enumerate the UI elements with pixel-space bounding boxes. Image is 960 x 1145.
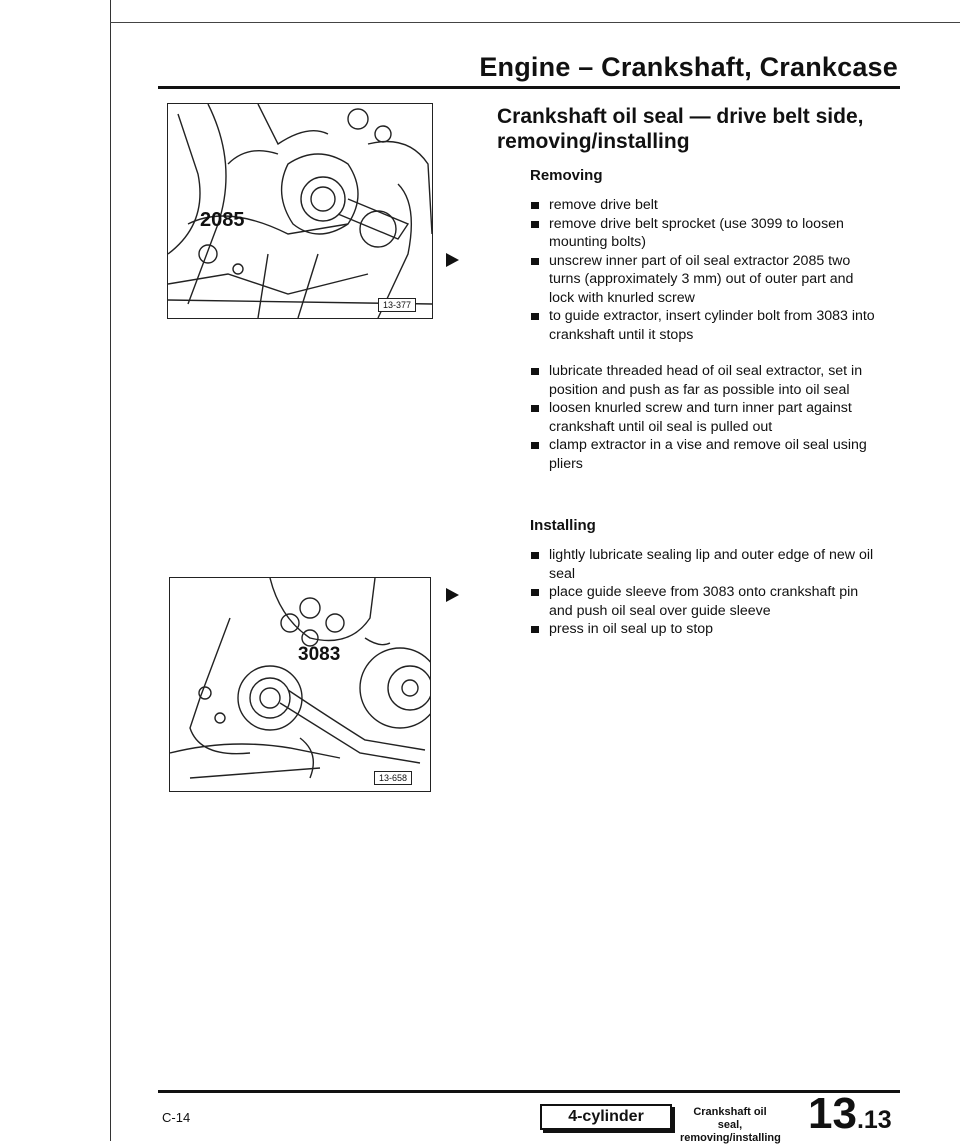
removing-heading: Removing xyxy=(530,167,603,184)
footer-description-line1: Crankshaft oil seal, xyxy=(693,1106,767,1131)
footer-description-line2: removing/installing xyxy=(680,1132,781,1144)
figure-illustration-guide-sleeve xyxy=(170,578,430,791)
page-title: Engine – Crankshaft, Crankcase xyxy=(479,52,898,82)
list-item: lightly lubricate sealing lip and outer edge of new oil seal xyxy=(530,546,875,583)
figure-guide-sleeve xyxy=(169,577,431,792)
figure-label-13-377: 13-377 xyxy=(378,298,416,312)
section-number xyxy=(808,1090,892,1144)
list-item: place guide sleeve from 3083 onto crankshaft pin and push oil seal over guide sleeve xyxy=(530,583,875,620)
list-item: unscrew inner part of oil seal extractor 2085 two turns (approximately 3 mm) out of outer part and lock with knurled screw xyxy=(530,252,875,308)
list-item: to guide extractor, insert cylinder bolt from 3083 into crankshaft until it stops xyxy=(530,307,875,344)
list-item: clamp extractor in a vise and remove oil seal using pliers xyxy=(530,436,875,473)
list-item: remove drive belt xyxy=(530,196,875,215)
engine-variant-badge: 4-cylinder xyxy=(540,1104,672,1130)
list-item: remove drive belt sprocket (use 3099 to loosen mounting bolts) xyxy=(530,215,875,252)
figure-callout-3083: 3083 xyxy=(298,644,341,665)
removing-steps-list-2 xyxy=(530,362,875,473)
top-border-line xyxy=(110,22,960,23)
binding-margin-line xyxy=(110,0,111,1141)
header-rule xyxy=(158,86,900,89)
figure-seal-extractor xyxy=(167,103,433,319)
list-item: lubricate threaded head of oil seal extractor, set in position and push as far as possible into oil seal xyxy=(530,362,875,399)
section-title: Crankshaft oil seal — drive belt side, removing/installing xyxy=(497,105,864,153)
footer-description xyxy=(680,1106,780,1145)
page-code: C-14 xyxy=(162,1110,191,1125)
figure-callout-2085: 2085 xyxy=(200,209,245,231)
pointer-arrow-icon xyxy=(446,588,459,602)
section-number-sub: .13 xyxy=(856,1106,892,1134)
footer-rule xyxy=(158,1090,900,1093)
section-number-main: 13 xyxy=(808,1089,857,1138)
removing-steps-list-1 xyxy=(530,196,875,344)
list-item: loosen knurled screw and turn inner part against crankshaft until oil seal is pulled out xyxy=(530,399,875,436)
installing-steps-list xyxy=(530,546,875,639)
installing-heading: Installing xyxy=(530,517,596,534)
figure-label-13-658: 13-658 xyxy=(374,771,412,785)
pointer-arrow-icon xyxy=(446,253,459,267)
list-item: press in oil seal up to stop xyxy=(530,620,875,639)
